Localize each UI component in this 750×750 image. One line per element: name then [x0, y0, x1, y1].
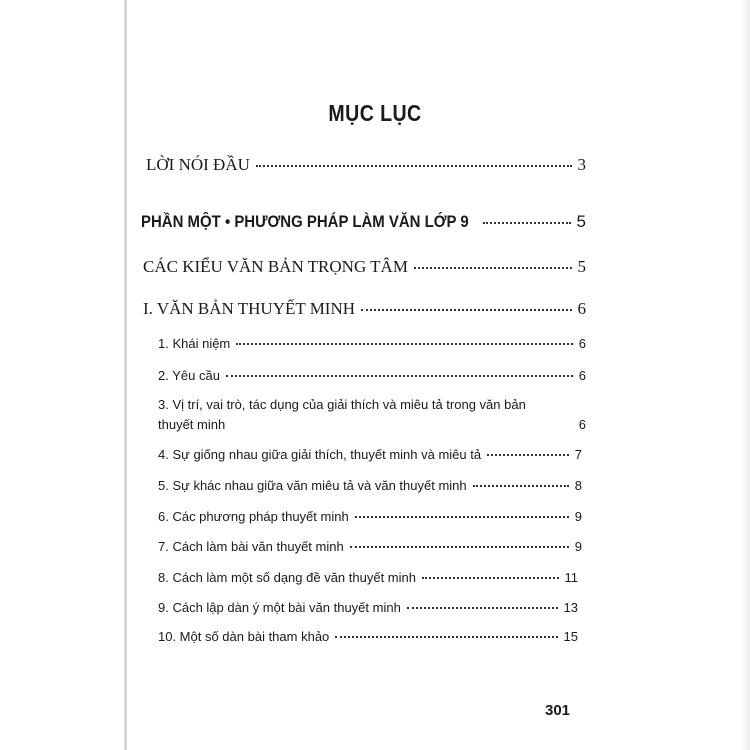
dot-leader — [226, 375, 573, 377]
toc-entry-page: 9 — [574, 509, 582, 524]
dot-leader — [407, 607, 558, 609]
toc-entry-label: 8. Cách làm một số dạng đề văn thuyết minh — [158, 570, 416, 585]
toc-entry-page: 8 — [574, 478, 582, 493]
dot-leader — [350, 546, 569, 548]
toc-entry-page: 5 — [576, 212, 586, 231]
toc-entry-page: 15 — [563, 629, 578, 644]
toc-entry-page: 3 — [577, 155, 586, 174]
page-right-shadow — [740, 0, 750, 750]
dot-leader — [355, 516, 569, 518]
toc-subentry-2 — [158, 368, 586, 383]
toc-subentry-3-line1: 3. Vị trí, vai trò, tác dụng của giải thích và miêu tả trong văn bản — [158, 397, 526, 412]
toc-subentry-7 — [158, 539, 582, 554]
toc-entry-page: 9 — [574, 539, 582, 554]
toc-subentry-8 — [158, 570, 578, 585]
toc-entry-page: 6 — [578, 336, 586, 351]
dot-leader — [361, 309, 571, 311]
toc-entry-page: 6 — [578, 368, 586, 383]
dot-leader — [335, 636, 557, 638]
toc-subentry-6 — [158, 509, 582, 524]
toc-entry-page: 6 — [578, 417, 586, 432]
toc-entry-page: 11 — [564, 570, 578, 585]
toc-subentry-5 — [158, 478, 582, 493]
toc-entry-label: 1. Khái niệm — [158, 336, 231, 351]
dot-leader — [422, 577, 559, 579]
toc-subentry-10 — [158, 629, 578, 644]
toc-subentry-1 — [158, 336, 586, 351]
toc-entry-van-ban-thuyet-minh — [143, 299, 586, 319]
toc-entry-label: 6. Các phương pháp thuyết minh — [158, 509, 349, 524]
toc-entry-loi-noi-dau — [146, 155, 586, 175]
toc-entry-label: LỜI NÓI ĐẦU — [146, 155, 250, 174]
dot-leader — [256, 165, 572, 167]
toc-entry-page: 6 — [577, 299, 586, 318]
toc-entry-label: PHẦN MỘT • PHƯƠNG PHÁP LÀM VĂN LỚP 9 — [141, 212, 469, 231]
toc-entry-label: I. VĂN BẢN THUYẾT MINH — [143, 299, 356, 318]
dot-leader — [414, 267, 572, 269]
toc-entry-page: 5 — [577, 257, 586, 276]
dot-leader — [483, 222, 570, 224]
toc-entry-label: 5. Sự khác nhau giữa văn miêu tả và văn thuyết minh — [158, 478, 467, 493]
toc-entry-cac-kieu-van-ban — [143, 257, 586, 277]
toc-entry-label: 2. Yêu cầu — [158, 368, 220, 383]
toc-entry-label: thuyết minh — [158, 417, 226, 432]
toc-subentry-3 — [158, 417, 586, 432]
dot-leader — [487, 454, 569, 456]
toc-entry-page: 7 — [574, 447, 582, 462]
dot-leader — [473, 485, 569, 487]
toc-entry-label: 4. Sự giống nhau giữa giải thích, thuyết minh và miêu tả — [158, 447, 482, 462]
page-number: 301 — [545, 702, 571, 719]
dot-leader — [236, 343, 573, 345]
toc-subentry-4 — [158, 447, 582, 462]
page-title: MỤC LỤC — [328, 100, 422, 126]
toc-entry-label: 7. Cách làm bài văn thuyết minh — [158, 539, 344, 554]
toc-entry-label: 10. Một số dàn bài tham khảo — [158, 629, 330, 644]
toc-entry-phan-mot — [141, 212, 586, 232]
toc-entry-label: CÁC KIỂU VĂN BẢN TRỌNG TÂM — [143, 257, 408, 276]
toc-entry-label: 9. Cách lập dàn ý một bài văn thuyết minh — [158, 600, 401, 615]
toc-entry-page: 13 — [563, 600, 578, 615]
toc-subentry-9 — [158, 600, 578, 615]
